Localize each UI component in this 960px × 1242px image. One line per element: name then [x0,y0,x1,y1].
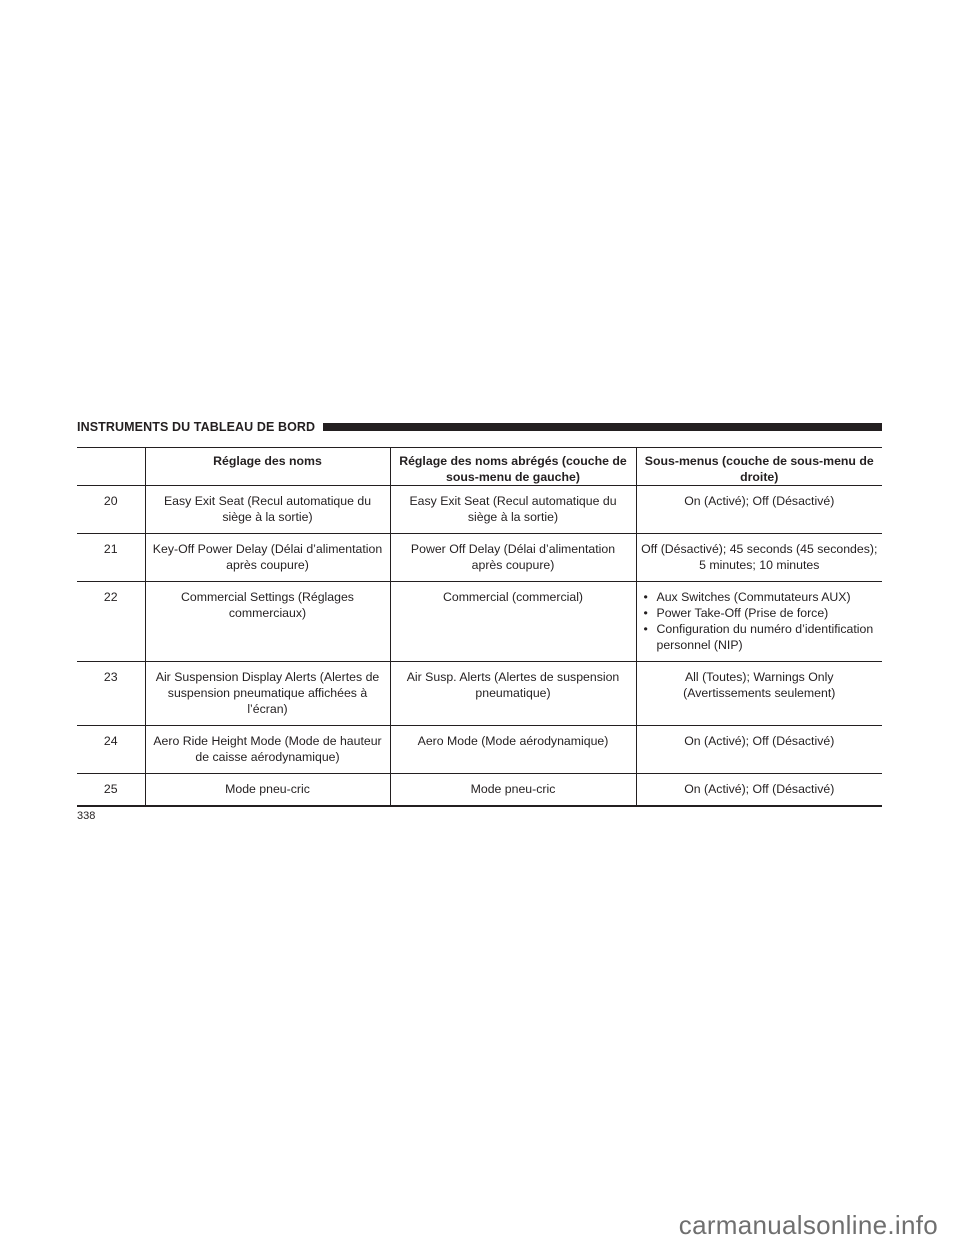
setting-submenus: Off (Désactivé); 45 seconds (45 secondes); 5 minutes; 10 minutes [636,534,882,582]
column-header-short-name: Réglage des noms abrégés (couche de sous-menu de gauche) [390,448,636,486]
setting-name: Key-Off Power Delay (Délai d’alimentation après coupure) [145,534,390,582]
setting-short-name: Air Susp. Alerts (Alertes de suspension pneumatique) [390,662,636,726]
row-number: 24 [77,726,145,774]
watermark-text: carmanualsonline.info [678,1210,938,1240]
table-row [77,534,882,582]
setting-short-name: Commercial (commercial) [390,582,636,662]
row-number: 20 [77,486,145,534]
setting-name: Easy Exit Seat (Recul automatique du siège à la sortie) [145,486,390,534]
table-row [77,486,882,534]
section-rule [323,423,882,431]
table-row [77,774,882,807]
row-number: 21 [77,534,145,582]
setting-submenus: On (Activé); Off (Désactivé) [636,726,882,774]
setting-short-name: Easy Exit Seat (Recul automatique du siège à la sortie) [390,486,636,534]
setting-short-name: Aero Mode (Mode aérodynamique) [390,726,636,774]
setting-submenus: On (Activé); Off (Désactivé) [636,486,882,534]
page-number: 338 [77,810,96,822]
column-header-name: Réglage des noms [145,448,390,486]
column-header-number [77,448,145,486]
setting-name: Commercial Settings (Réglages commerciaux) [145,582,390,662]
row-number: 23 [77,662,145,726]
setting-submenus [636,582,882,662]
section-title: INSTRUMENTS DU TABLEAU DE BORD [77,420,316,434]
setting-short-name: Mode pneu-cric [390,774,636,807]
table-row [77,582,882,662]
column-header-submenus: Sous-menus (couche de sous-menu de droite) [636,448,882,486]
setting-name: Mode pneu-cric [145,774,390,807]
submenu-bullet-list [641,589,879,653]
row-number: 22 [77,582,145,662]
table-row [77,726,882,774]
setting-name: Air Suspension Display Alerts (Alertes de suspension pneumatique affichées à l’écran) [145,662,390,726]
section-header [77,419,882,435]
table-row [77,662,882,726]
setting-name: Aero Ride Height Mode (Mode de hauteur de caisse aérodynamique) [145,726,390,774]
table-header-row [77,448,882,486]
submenu-bullet-item: • Aux Switches (Commutateurs AUX) [641,589,879,605]
settings-table [77,447,882,807]
setting-submenus: All (Toutes); Warnings Only (Avertissements seulement) [636,662,882,726]
submenu-bullet-item: • Configuration du numéro d’identification personnel (NIP) [641,621,879,653]
submenu-bullet-item: • Power Take-Off (Prise de force) [641,605,879,621]
setting-submenus: On (Activé); Off (Désactivé) [636,774,882,807]
setting-short-name: Power Off Delay (Délai d’alimentation après coupure) [390,534,636,582]
row-number: 25 [77,774,145,807]
